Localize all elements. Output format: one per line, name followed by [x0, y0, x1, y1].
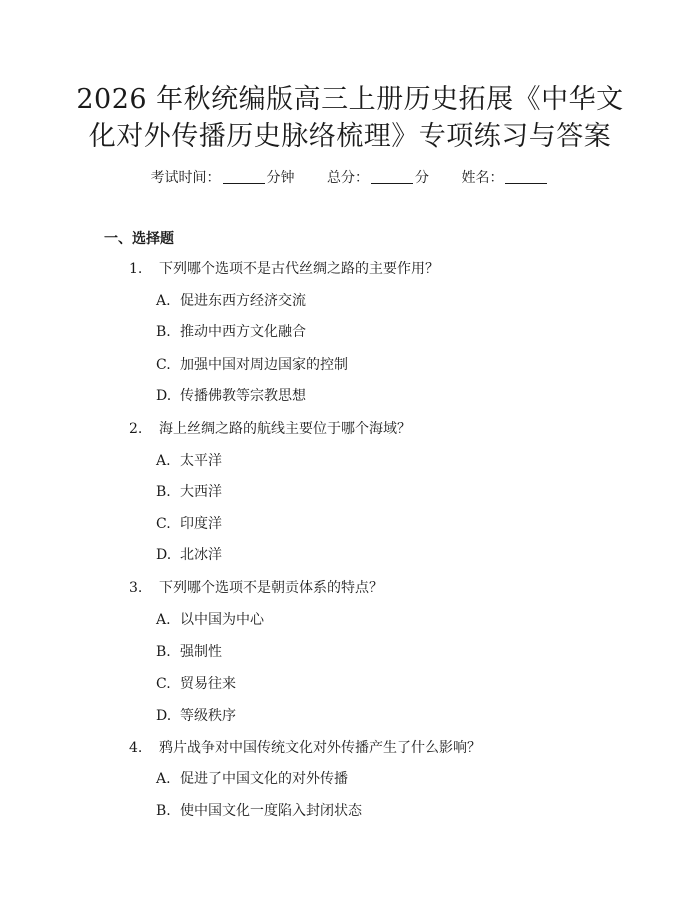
option-letter: C.	[156, 676, 171, 692]
option-letter: B.	[156, 803, 171, 819]
option-letter: C.	[156, 357, 171, 373]
exam-time-blank	[223, 169, 265, 184]
option-text: 太平洋	[180, 453, 222, 469]
option-text: 使中国文化一度陷入封闭状态	[180, 803, 362, 819]
total-score-blank	[371, 169, 413, 184]
student-name-field	[461, 168, 549, 188]
option-letter: B.	[156, 324, 171, 340]
option-text: 强制性	[180, 644, 222, 660]
student-name-label: 姓名：	[461, 170, 504, 186]
document-title-line-1: 2026 年秋统编版高三上册历史拓展《中华文	[76, 84, 624, 115]
option-letter: D.	[156, 708, 172, 724]
option-letter: D.	[156, 388, 172, 404]
exam-time-unit: 分钟	[266, 170, 295, 186]
option-letter: A.	[156, 453, 171, 469]
option-letter: B.	[156, 484, 171, 500]
total-score-label: 总分：	[327, 170, 369, 186]
option-text: 促进东西方经济交流	[180, 293, 306, 309]
question-number: 3.	[129, 580, 143, 596]
option-letter: C.	[156, 516, 171, 532]
document-title-line-2: 化对外传播历史脉络梳理》专项练习与答案	[88, 121, 612, 152]
exam-time-field	[151, 168, 295, 188]
total-score-unit: 分	[415, 170, 429, 186]
option-letter: A.	[156, 771, 171, 787]
option-text: 印度洋	[180, 516, 222, 532]
option-text: 推动中西方文化融合	[180, 324, 306, 340]
option-text: 促进了中国文化的对外传播	[180, 771, 348, 787]
question-number: 1.	[129, 261, 143, 277]
option-text: 以中国为中心	[180, 612, 264, 628]
option-text: 等级秩序	[180, 708, 236, 724]
question-text: 海上丝绸之路的航线主要位于哪个海域？	[159, 421, 411, 437]
option-text: 传播佛教等宗教思想	[180, 388, 306, 404]
option-text: 贸易往来	[180, 676, 236, 692]
option-letter: B.	[156, 644, 171, 660]
option-letter: D.	[156, 547, 172, 563]
option-text: 北冰洋	[180, 547, 222, 563]
question-text: 下列哪个选项不是古代丝绸之路的主要作用？	[159, 261, 439, 277]
student-name-blank	[505, 169, 547, 184]
total-score-field	[327, 168, 429, 188]
exam-info-line	[0, 168, 700, 188]
question-text: 下列哪个选项不是朝贡体系的特点？	[159, 580, 383, 596]
question-text: 鸦片战争对中国传统文化对外传播产生了什么影响？	[159, 740, 481, 756]
question-number: 2.	[129, 421, 143, 437]
option-text: 加强中国对周边国家的控制	[180, 357, 348, 373]
section-heading-multiple-choice: 一、选择题	[104, 231, 174, 247]
option-letter: A.	[156, 612, 171, 628]
option-letter: A.	[156, 293, 171, 309]
option-text: 大西洋	[180, 484, 222, 500]
exam-time-label: 考试时间：	[150, 170, 221, 186]
question-number: 4.	[129, 740, 143, 756]
